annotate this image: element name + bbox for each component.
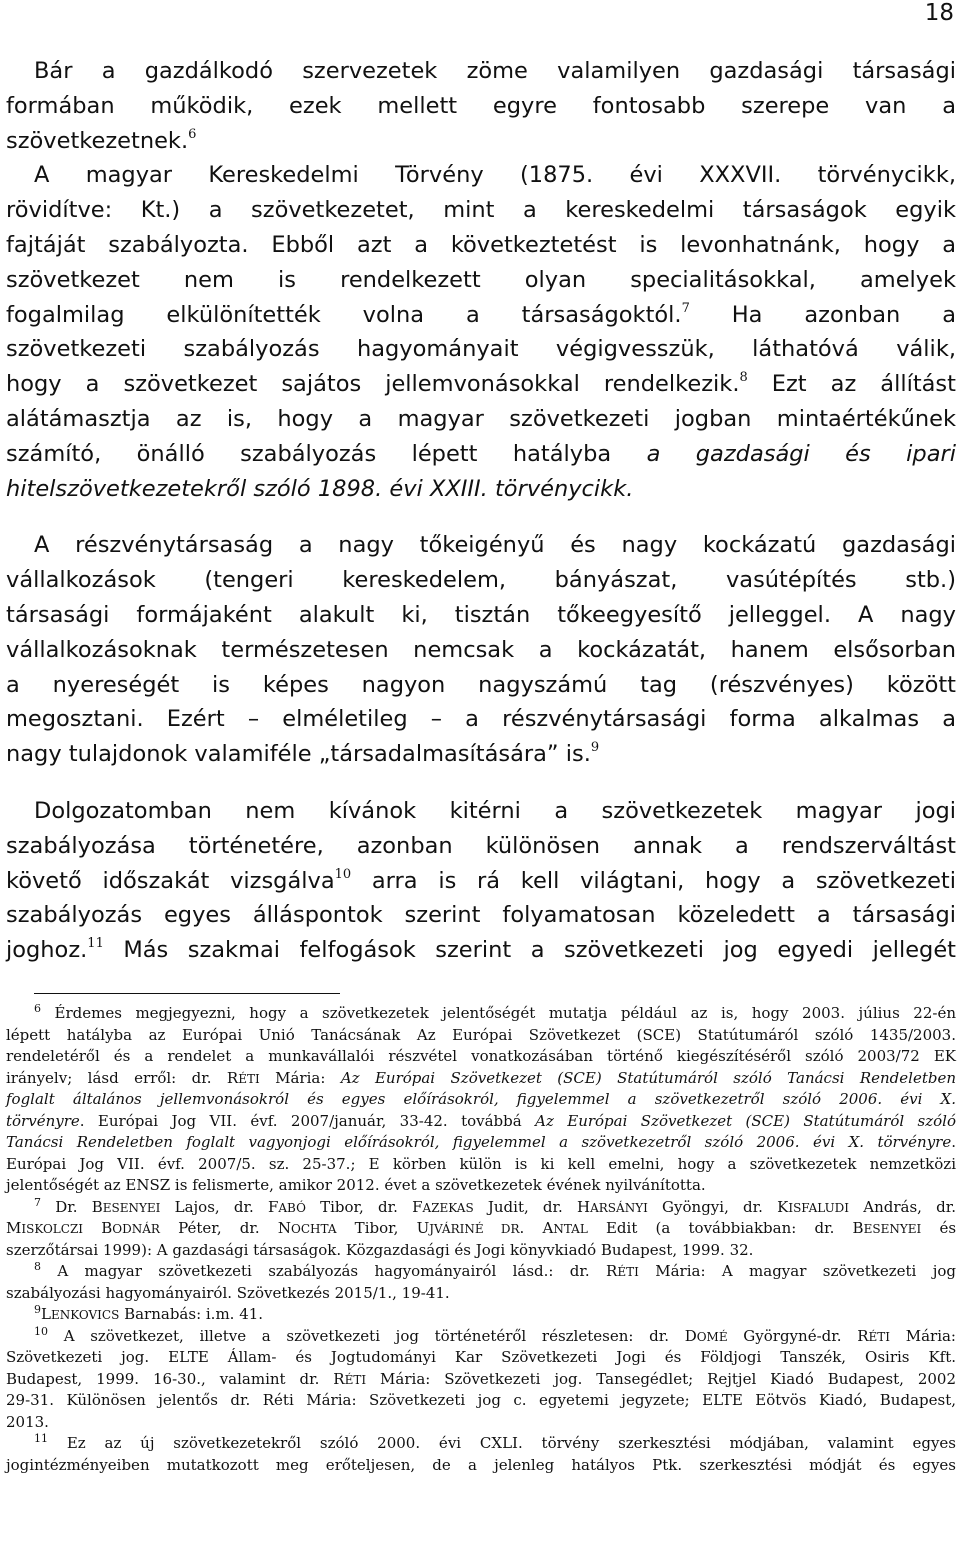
text-line: joghoz.$^{11}$ Más szakmai felfogások szerint a szövetkezeti jog egyedi jellegét xyxy=(6,936,956,964)
footnote-line: jelentőségét az ENSZ is felismerte, amikor 2012. évet a szövetkezetek évének nyilvánította. xyxy=(6,1176,706,1194)
text-line: társasági formájaként alakult ki, tisztán tőkeegyesítő jelleggel. A nagy xyxy=(6,601,956,628)
footnote-line: foglalt általános jellemvonásokról és egyes előírásokról, figyelemmel a szövetkezetről szóló 2006. évi X. xyxy=(6,1090,956,1108)
footnote-ref[interactable]: 6 xyxy=(188,126,197,142)
text-line: szövetkezet nem is rendelkezett olyan specialitásokkal, amelyek xyxy=(6,266,956,293)
footnote-ref[interactable]: 11 xyxy=(87,936,104,952)
text-line: nagy tulajdonok valamiféle „társadalmasítására” is.$^9$ xyxy=(6,740,600,768)
text-line: alátámasztja az is, hogy a magyar szövetkezeti jogban mintaértékűnek xyxy=(6,405,956,432)
page-number: 18 xyxy=(924,0,954,26)
footnote-line: Szövetkezeti jog. ELTE Állam- és Jogtudományi Kar Szövetkezeti Jogi és Földjogi Tanszék, Osiris Kft. xyxy=(6,1348,956,1366)
footnote-number: 7 xyxy=(34,1195,41,1209)
text-line: követő időszakát vizsgálva$^{10}$ arra is rá kell világtani, hogy a szövetkezeti xyxy=(6,866,956,894)
footnote-separator xyxy=(34,993,340,994)
text-line: megosztani. Ezért – elméletileg – a részvénytársasági forma alkalmas a xyxy=(6,706,956,733)
footnote-6 xyxy=(6,1003,956,1197)
footnote-11 xyxy=(6,1433,956,1476)
text-line: A magyar Kereskedelmi Törvény (1875. évi XXXVII. törvénycikk, xyxy=(34,162,956,189)
footnote-number: 9 xyxy=(34,1303,41,1316)
footnote-line: MISKOLCZI BODNÁR Péter, dr. NOCHTA Tibor, UJVÁRINÉ DR. ANTAL Edit (a továbbiakban: dr. BESENYEI és xyxy=(6,1219,957,1237)
footnote-line: Budapest, 1999. 16-30., valamint dr. RÉTI Mária: Szövetkezeti jog. Tansegédlet; Rejtjel Kiadó Budapest, 2002 xyxy=(6,1369,956,1388)
text-line: vállalkozások (tengeri kereskedelem, bányászat, vasútépítés stb.) xyxy=(6,567,956,594)
footnote-line: $^7$ Dr. BESENYEI Lajos, dr. FABÓ Tibor, dr. FAZEKAS Judit, dr. HARSÁNYI Gyöngyi, dr. KISFALUDI András, dr. xyxy=(34,1195,957,1216)
footnotes xyxy=(6,1003,956,1476)
footnote-number: 8 xyxy=(34,1260,41,1273)
footnote-ref[interactable]: 10 xyxy=(334,866,352,882)
footnote-line: $^{11}$ Ez az új szövetkezetekről szóló 2000. évi CXLI. törvény szerkesztési módjában, valamint egyes xyxy=(34,1432,956,1452)
footnote-number: 10 xyxy=(34,1324,48,1338)
paragraph-cooperatives-law xyxy=(6,54,956,506)
footnote-line: $^9$LENKOVICS Barnabás: i.m. 41. xyxy=(34,1303,264,1323)
text-line: vállalkozásoknak természetesen nemcsak a kockázatát, hanem elsősorban xyxy=(6,636,956,663)
footnote-line: jogintézményeiben mutatkozott meg erőteljesen, de a jelenleg hatályos Ptk. szerkesztési módját és egyes xyxy=(6,1455,956,1474)
text-line: formában működik, ezek mellett egyre fontosabb szerepe van a xyxy=(6,92,956,119)
footnote-9 xyxy=(6,1304,956,1326)
footnote-line: rendeletéről és a rendelet a munkavállalói részvétel vonatkozásában történő kiegészítéséről szóló 2003/72 EK xyxy=(6,1047,956,1065)
footnote-line: 2013. xyxy=(6,1412,49,1431)
text-line: a nyereségét is képes nagyon nagyszámú tag (részvényes) között xyxy=(6,671,956,698)
text-line: hogy a szövetkezet sajátos jellemvonásokkal rendelkezik.$^8$ Ezt az állítást xyxy=(6,370,956,398)
text-line: fogalmilag elkülönítették volna a társaságoktól.$^7$ Ha azonban a xyxy=(6,300,956,328)
footnote-ref[interactable]: 7 xyxy=(681,300,690,316)
text-line: A részvénytársaság a nagy tőkeigényű és nagy kockázatú gazdasági xyxy=(34,532,956,559)
footnote-8 xyxy=(6,1261,956,1304)
text-line: szövetkezetnek.$^6$ xyxy=(6,126,197,154)
footnote-line: $^{10}$ A szövetkezet, illetve a szövetkezeti jog történetéről részletesen: dr. DOMÉ Györgyné-dr. RÉTI Mária: xyxy=(34,1324,956,1345)
footnote-10 xyxy=(6,1326,956,1434)
footnote-number: 6 xyxy=(34,1002,41,1015)
footnote-line: irányelv; lásd erről: dr. RÉTI Mária: Az Európai Szövetkezet (SCE) Statútumáról szóló Tanácsi Rendeletben xyxy=(6,1068,956,1087)
footnote-line: szerzőtársai 1999): A gazdasági társaságok. Közgazdasági és Jogi könyvkiadó Budapest, 1999. 32. xyxy=(6,1240,754,1259)
footnote-line: törvényre. Európai Jog VII. évf. 2007/január, 33-42. továbbá Az Európai Szövetkezet (SCE) Statútumáról szóló xyxy=(6,1111,956,1130)
text-line: hitelszövetkezetekről szóló 1898. évi XXIII. törvénycikk. xyxy=(6,475,634,502)
text-line: számító, önálló szabályozás lépett hatályba a gazdasági és ipari xyxy=(6,440,956,467)
footnote-line: Európai Jog VII. évf. 2007/5. sz. 25-37.; E körben külön is ki kell emelni, hogy a szövetkezetek nemzetközi xyxy=(6,1154,956,1173)
paragraph-joint-stock-company xyxy=(6,528,956,772)
text-line: fajtáját szabályozta. Ebből azt a következtetést is levonhatnánk, hogy a xyxy=(6,231,956,258)
text-line: Dolgozatomban nem kívánok kitérni a szövetkezetek magyar jogi xyxy=(34,797,956,824)
footnote-ref[interactable]: 8 xyxy=(739,370,748,386)
text-line: szabályozása történetére, azonban különösen annak a rendszerváltást xyxy=(6,832,956,859)
footnote-line: Tanácsi Rendeletben foglalt vagyonjogi előírásokról, figyelemmel a szövetkezetről szóló 2006. évi X. törvényre. xyxy=(6,1133,956,1151)
text-line: szövetkezeti szabályozás hagyományait végigvesszük, láthatóvá válik, xyxy=(6,336,956,363)
text-line: Bár a gazdálkodó szervezetek zöme valamilyen gazdasági társasági xyxy=(34,58,956,84)
footnote-line: szabályozási hagyományairól. Szövetkezés 2015/1., 19-41. xyxy=(6,1283,450,1302)
footnote-7 xyxy=(6,1197,956,1262)
paragraph-thesis-scope xyxy=(6,794,956,968)
footnote-line: 29-31. Különösen jelentős dr. Réti Mária: Szövetkezeti jog c. egyetemi jegyzete; ELTE Eötvös Kiadó, Budapest, xyxy=(6,1391,956,1409)
text-line: szabályozás egyes álláspontok szerint folyamatosan közeledett a társasági xyxy=(6,902,956,929)
footnote-line: $^6$ Érdemes megjegyezni, hogy a szövetkezetek jelentőségét mutatja például az is, hogy 2003. július 22-én xyxy=(34,1002,956,1022)
footnote-ref[interactable]: 9 xyxy=(590,740,600,756)
footnote-line: lépett hatályba az Európai Unió Tanácsának Az Európai Szövetkezet (SCE) Statútumáról szóló 1435/2003. xyxy=(6,1025,956,1044)
body-text xyxy=(6,54,956,968)
footnote-line: $^8$ A magyar szövetkezeti szabályozás hagyományairól lásd.: dr. RÉTI Mária: A magyar szövetkezeti jog xyxy=(34,1260,956,1280)
footnote-number: 11 xyxy=(34,1432,48,1445)
text-line: rövidítve: Kt.) a szövetkezetet, mint a kereskedelmi társaságok egyik xyxy=(6,197,956,224)
